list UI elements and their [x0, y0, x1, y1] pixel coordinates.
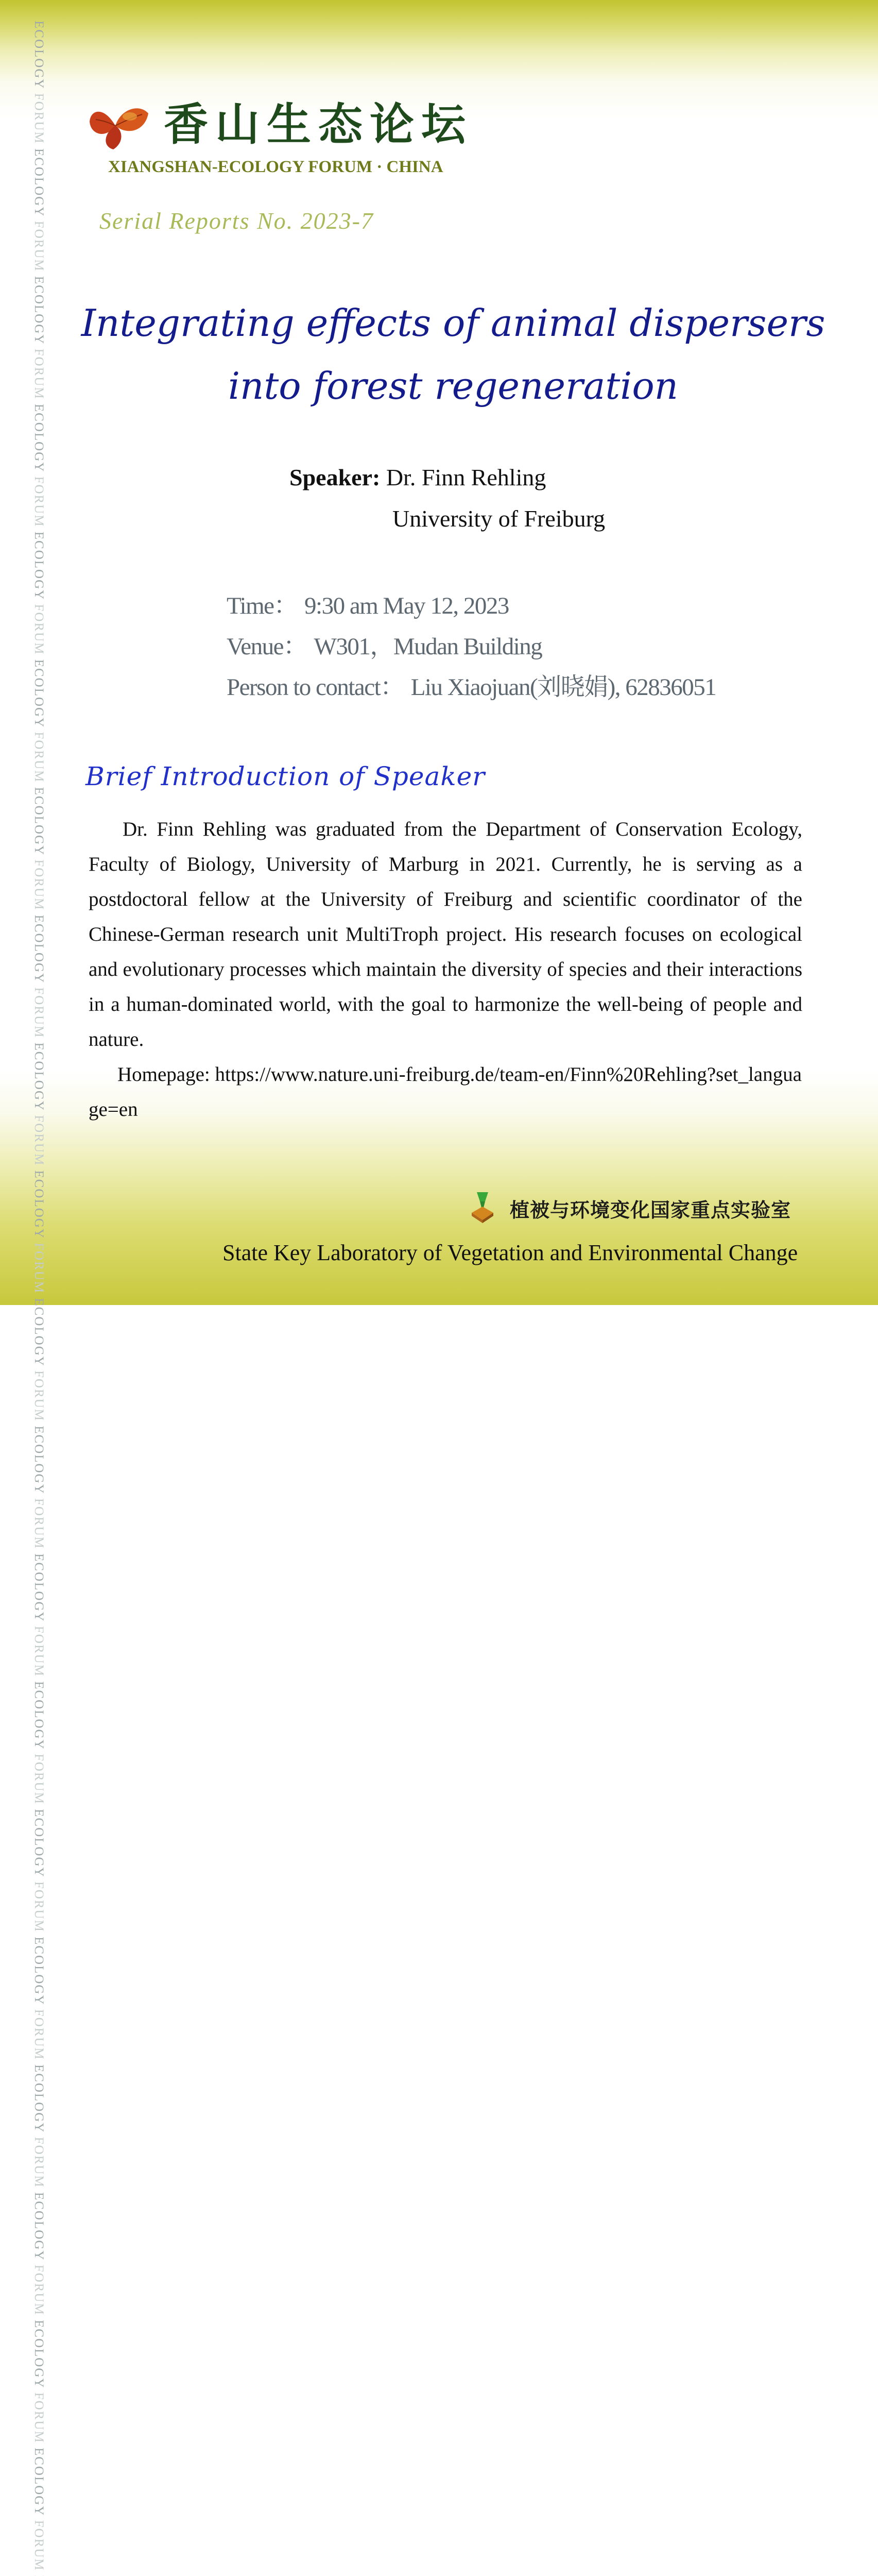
speaker-bio: Dr. Finn Rehling was graduated from the Department of Conservation Ecology, Faculty of Biology, University of Marburg in 2021. Currently, he is serving as a postdoctoral fellow at the University of Freiburg and scientific coordinator of the Chinese-German research unit MultiTroph project. His research focuses on ecological and evolutionary processes which maintain the diversity of species and their interactions in a human-dominated world, with the goal to harmonize the well-being of people and nature. — [89, 818, 802, 1050]
side-strip-word: FORUM — [32, 1881, 46, 1937]
side-strip-word: ECOLOGY — [32, 1298, 46, 1371]
side-strip-word: FORUM — [32, 2392, 46, 2448]
time-line — [227, 586, 509, 621]
side-strip-word: FORUM — [32, 2520, 46, 2575]
side-strip-word: ECOLOGY — [32, 1553, 46, 1626]
side-strip-word: FORUM — [32, 221, 46, 276]
side-strip-word: FORUM — [32, 1370, 46, 1426]
side-strip-word: ECOLOGY — [32, 1426, 46, 1499]
side-strip-word: FORUM — [32, 2264, 46, 2320]
side-strip-word: ECOLOGY — [32, 1809, 46, 1882]
side-strip-word: ECOLOGY — [32, 403, 46, 477]
side-strip-word: FORUM — [32, 2137, 46, 2192]
lab-chinese-name: 植被与环境变化国家重点实验室 — [510, 1199, 791, 1222]
speaker-line — [289, 464, 546, 491]
side-strip-word: ECOLOGY — [32, 148, 46, 221]
side-strip-word: FORUM — [32, 1753, 46, 1809]
side-strip-word: ECOLOGY — [32, 531, 46, 604]
side-strip-word: FORUM — [32, 1626, 46, 1682]
side-strip-word: ECOLOGY — [32, 21, 46, 93]
serial-number: Serial Reports No. 2023-7 — [99, 208, 374, 234]
side-strip-word: ECOLOGY — [32, 1937, 46, 2009]
venue-value: W301，Mudan Building — [314, 633, 542, 660]
side-strip-word: FORUM — [32, 604, 46, 659]
time-label: Time： — [227, 592, 298, 619]
side-strip-word: FORUM — [32, 476, 46, 532]
leaf-logo-icon — [89, 99, 150, 150]
side-strip-word: ECOLOGY — [32, 659, 46, 732]
contact-line — [227, 668, 716, 702]
side-strip-word: ECOLOGY — [32, 914, 46, 988]
side-strip-word: FORUM — [32, 1243, 46, 1298]
side-strip-word: ECOLOGY — [32, 1170, 46, 1243]
speaker-name: Dr. Finn Rehling — [386, 464, 546, 490]
laboratory-logo-icon — [470, 1190, 495, 1224]
intro-heading: Brief Introduction of Speaker — [85, 761, 486, 791]
side-strip-word: FORUM — [32, 859, 46, 915]
side-strip-word: ECOLOGY — [32, 1681, 46, 1754]
venue-line — [227, 627, 542, 662]
side-strip-word: FORUM — [32, 987, 46, 1043]
side-strip-word: FORUM — [32, 2009, 46, 2064]
side-strip-word: FORUM — [32, 348, 46, 404]
speaker-label: Speaker: — [289, 464, 381, 490]
logo-chinese-title: 香山生态论坛 — [164, 98, 473, 150]
talk-title-line-1: Integrating effects of animal dispersers — [81, 301, 825, 345]
side-strip-word: FORUM — [32, 1115, 46, 1171]
side-strip-word: ECOLOGY — [32, 2447, 46, 2520]
talk-title-line-2: into forest regeneration — [228, 364, 679, 408]
speaker-affiliation: University of Freiburg — [392, 505, 606, 532]
lab-english-name: State Key Laboratory of Vegetation and Environmental Change — [222, 1240, 798, 1265]
side-strip-word: ECOLOGY — [32, 1042, 46, 1115]
side-strip-word: FORUM — [32, 1498, 46, 1554]
time-value: 9:30 am May 12, 2023 — [304, 592, 509, 619]
side-strip-word: ECOLOGY — [32, 276, 46, 349]
logo-english-title: XIANGSHAN-ECOLOGY FORUM · CHINA — [108, 158, 443, 176]
side-strip-word: ECOLOGY — [32, 2319, 46, 2393]
homepage-link[interactable]: Homepage: https://www.nature.uni-freiburg.de/team-en/Finn%20Rehling?set_language=en — [89, 1063, 802, 1121]
contact-label: Person to contact： — [227, 674, 404, 701]
side-strip-word: FORUM — [32, 93, 46, 148]
side-strip-word: ECOLOGY — [32, 2192, 46, 2265]
side-strip-word: FORUM — [32, 732, 46, 787]
side-strip-word: ECOLOGY — [32, 2064, 46, 2137]
contact-value: Liu Xiaojuan(刘晓娟), 62836051 — [410, 674, 716, 701]
side-strip-word: ECOLOGY — [32, 787, 46, 860]
venue-label: Venue： — [227, 633, 307, 660]
side-strip — [27, 21, 50, 2575]
